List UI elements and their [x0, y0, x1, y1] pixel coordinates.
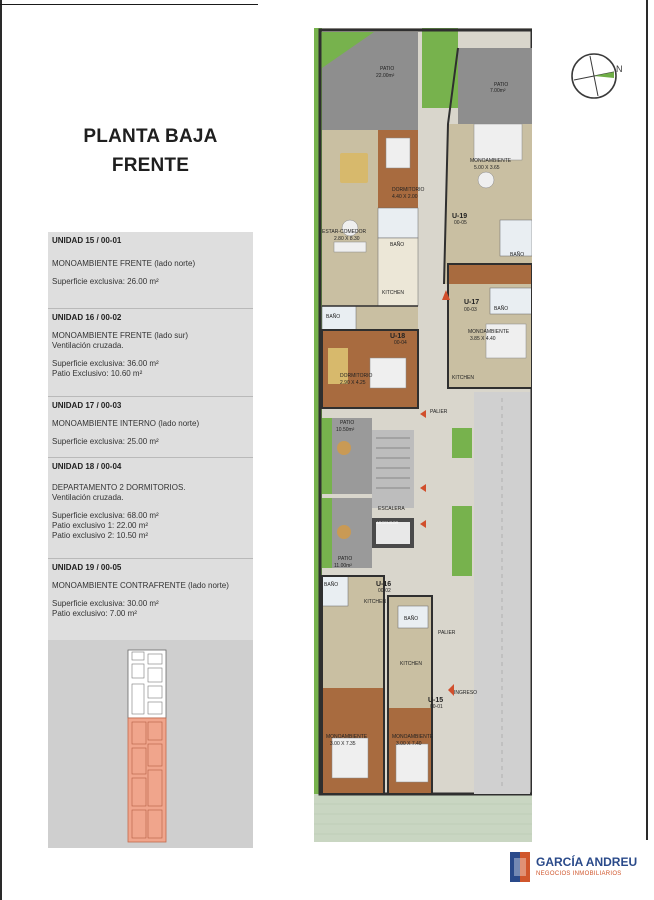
unit-patio: Patio exclusivo: 7.00 m²	[52, 609, 137, 618]
unit-patio: Patio exclusivo 2: 10.50 m²	[52, 531, 149, 540]
unit-heading: UNIDAD 16 / 00-02	[52, 313, 122, 322]
mono-15-label: MONOAMBIENTE	[392, 734, 434, 740]
unit-heading: UNIDAD 15 / 00-01	[52, 236, 122, 245]
compass-north-label: N	[616, 64, 622, 74]
unit-card	[48, 397, 253, 458]
patio-2-area: 10.50m²	[336, 427, 355, 433]
mono-16-label: MONOAMBIENTE	[326, 734, 368, 740]
title-line-2: FRENTE	[111, 155, 190, 176]
bano-label: BAÑO	[326, 314, 341, 320]
bano-label: BAÑO	[404, 616, 419, 622]
mono-19-label: MONOAMBIENTE	[470, 158, 512, 164]
bano-label: BAÑO	[494, 306, 509, 312]
patio-3-area: 11.00m²	[334, 563, 352, 569]
dormitorio-1-label: DORMITORIO	[392, 187, 425, 193]
key-plan-thumbnail	[48, 640, 253, 848]
grass-strip	[452, 428, 472, 458]
u16-label: U-16	[376, 581, 392, 588]
unit-patio: Patio exclusivo 1: 22.00 m²	[52, 521, 149, 530]
unit-surface: Superficie exclusiva: 30.00 m²	[52, 599, 159, 608]
mono-19-dim: 5.00 X 3.65	[474, 165, 500, 171]
patio-u19-area: 7.00m²	[490, 88, 506, 94]
unit-surface: Superficie exclusiva: 25.00 m²	[52, 437, 159, 446]
mono-17-dim: 3.85 X 4.40	[470, 336, 496, 342]
patio-2-label: PATIO	[340, 420, 355, 426]
unit-surface: Superficie exclusiva: 36.00 m²	[52, 359, 159, 368]
bano-label: BAÑO	[324, 582, 339, 588]
u16-code: 00-02	[378, 588, 391, 594]
left-border	[0, 0, 2, 900]
unit-description: MONOAMBIENTE CONTRAFRENTE (lado norte)	[52, 581, 229, 590]
compass-icon	[570, 50, 622, 102]
dormitorio-2-label: DORMITORIO	[340, 373, 373, 379]
patio-u19-label: PATIO	[494, 82, 509, 88]
key-plan-graphic	[48, 640, 253, 848]
bano-label: BAÑO	[510, 252, 525, 258]
mono-16-dim: 3.00 X 7.35	[330, 741, 356, 747]
ingreso-label: INGRESO	[454, 690, 478, 696]
page-title	[48, 122, 253, 180]
u17-code: 00-03	[464, 307, 477, 313]
dormitorio-2-dim: 2.90 X 4.25	[340, 380, 366, 386]
mono-15-dim: 3.00 X 7.40	[396, 741, 422, 747]
floor-plan	[314, 28, 532, 842]
unit-heading: UNIDAD 19 / 00-05	[52, 563, 122, 572]
unit-description: MONOAMBIENTE FRENTE (lado norte)	[52, 259, 196, 268]
unit-card	[48, 232, 253, 309]
unit-description: MONOAMBIENTE FRENTE (lado sur)	[52, 331, 189, 340]
unit-surface: Superficie exclusiva: 26.00 m²	[52, 277, 159, 286]
grass-strip	[452, 506, 472, 576]
kitchen-label: KITCHEN	[452, 375, 474, 381]
title-line-1: PLANTA BAJA	[83, 126, 218, 147]
palier-1-label: PALIER	[430, 409, 448, 415]
unit-description: DEPARTAMENTO 2 DORMITORIOS.	[52, 483, 186, 492]
escalera-label: ESCALERA	[378, 506, 405, 512]
kitchen-label: KITCHEN	[400, 661, 422, 667]
unit-heading: UNIDAD 17 / 00-03	[52, 401, 122, 410]
u19-code: 00-05	[454, 220, 467, 226]
u15-label: U-15	[428, 697, 444, 704]
unit-card	[48, 559, 253, 635]
u18-code: 00-04	[394, 340, 407, 346]
sidewalk	[314, 794, 532, 842]
right-border	[646, 0, 648, 840]
u15-code: 00-01	[430, 704, 443, 710]
ascensor-label: ASCENSOR	[376, 520, 399, 525]
estar-dim: 2.80 X 8.30	[334, 236, 360, 242]
unit-description: Ventilación cruzada.	[52, 493, 124, 502]
patio-main-area: 22.00m²	[376, 73, 395, 79]
palier-2-label: PALIER	[438, 630, 456, 636]
u17-label: U-17	[464, 299, 480, 306]
bano-label: BAÑO	[390, 242, 405, 248]
u19-label: U-19	[452, 213, 468, 220]
mono-17-label: MONOAMBIENTE	[468, 329, 510, 335]
u18-label: U-18	[390, 333, 406, 340]
estar-label: ESTAR-COMEDOR	[322, 229, 367, 235]
unit-description: MONOAMBIENTE INTERNO (lado norte)	[52, 419, 200, 428]
escalera	[372, 430, 414, 508]
kitchen-label: KITCHEN	[382, 290, 404, 296]
unit-heading: UNIDAD 18 / 00-04	[52, 462, 122, 471]
unit-card	[48, 458, 253, 559]
unit-surface: Superficie exclusiva: 68.00 m²	[52, 511, 159, 520]
patio-main-label: PATIO	[380, 66, 395, 72]
unit-patio: Patio Exclusivo: 10.60 m²	[52, 369, 143, 378]
logo-name: GARCÍA ANDREU	[536, 855, 638, 869]
unit-description: Ventilación cruzada.	[52, 341, 124, 350]
top-rule	[0, 4, 258, 5]
logo-tagline: NEGOCIOS INMOBILIARIOS	[536, 871, 622, 877]
dormitorio-1-dim: 4.40 X 2.00	[392, 194, 418, 200]
kitchen-label: KITCHEN	[364, 599, 386, 605]
patio-3-label: PATIO	[338, 556, 353, 562]
unit-card	[48, 309, 253, 397]
